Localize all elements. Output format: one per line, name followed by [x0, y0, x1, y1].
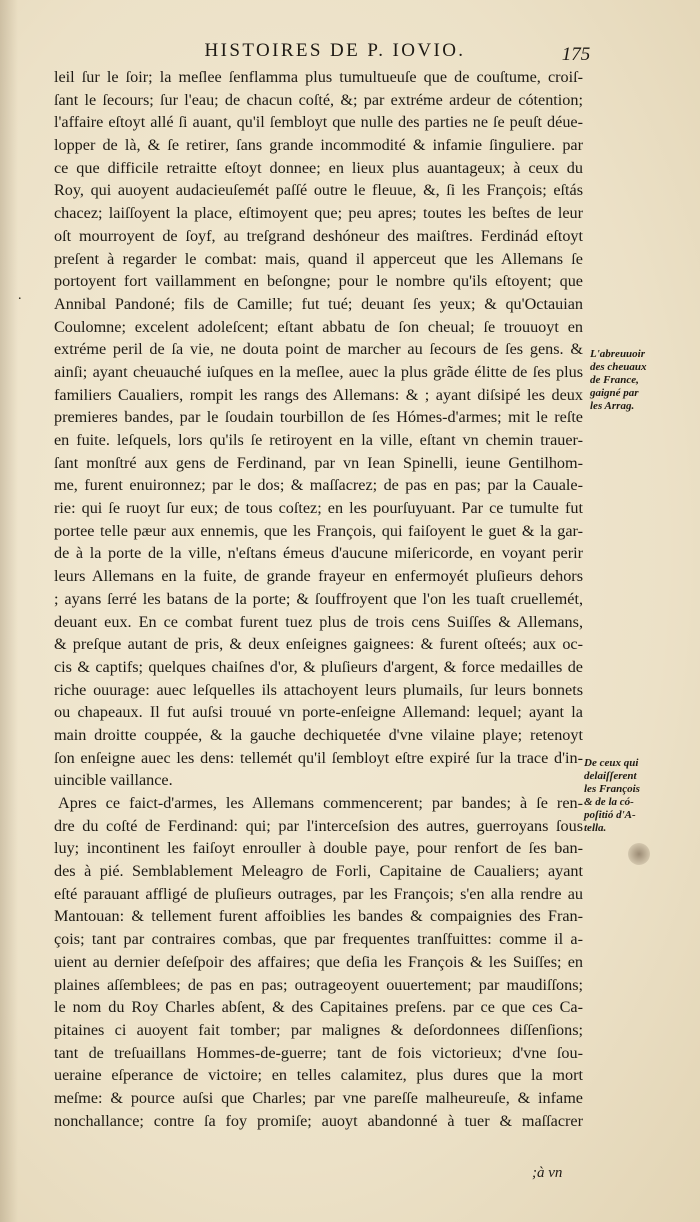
text-line: preſent à regarder le combat: mais, quand il apperceut que les Allemans ſe [54, 249, 583, 268]
text-line: Mantouan: & tellement furent affoiblies les bandes & compaignies des Fran- [54, 907, 583, 926]
text-line: en fuite. leſquels, lors qu'ils ſe retiroyent en la ville, eſtant vn chemin trauer- [54, 431, 583, 449]
text-line: rie: qui ſe ruoyt ſur eux; de tous coſtez; en les pourſuyuant. Par ce tumulte fut [54, 499, 583, 518]
text-line: chacez; laiſſoyent la place, eſtimoyent que; peu apres; toutes les beſtes de leur [54, 204, 583, 223]
text-line: nonchallance; contre ſa foy promiſe; auoyt abandonné à tuer & maſſacrer [54, 1111, 583, 1130]
text-line: eſté parauant affligé de pluſieurs outrages, par les François; s'en alla rendre au [54, 884, 583, 903]
text-line: premieres bandes, par le ſoudain tourbillon de ſes Hómes-d'armes; mit le reſte [54, 408, 583, 427]
running-head: HISTOIRES DE P. IOVIO. [204, 40, 466, 61]
text-line: riche ouurage: auec leſquelles ils attachoyent leurs plumails, ſur leurs bonnets [54, 680, 583, 699]
text-line: çois; tant par contraires combas, que par frequentes tranſfuittes: comme il a- [54, 930, 583, 949]
text-line: main droitte couppée, & la gauche dechiquetée d'vne vilaine playe; retenoyt [54, 725, 583, 744]
catchword: ;à vn [532, 1165, 563, 1181]
text-line: & preſque autant de pris, & deux enſeignes gaignees: & furent oſteés; aux oc- [54, 635, 583, 654]
text-line: cis & captifs; quelques chaiſnes d'or, & pluſieurs d'argent, & force medailles de [54, 657, 583, 676]
text-line: leil ſur le ſoir; la meſlee ſenflamma plus tumultueuſe que de couſtume, croiſ- [54, 68, 583, 86]
text-line: ou chapeaux. Il fut auſsi trouué vn porte-enſeigne Allemand: lequel; ayant la [54, 703, 583, 722]
text-line: ; ayans ſerré les batans de la porte; & ſouffroyent que l'on les tuaſt cruellemét, [54, 589, 583, 608]
text-line: oſt mourroyent de ſoyf, au treſgrand deshóneur des maiſtres. Ferdinád eſtoyt [54, 226, 583, 245]
text-line: le nom du Roy Charles abſent, & des Capitaines preſens. par ce que ces Ca- [54, 998, 583, 1017]
text-line: uient au dernier deſeſpoir des affaires; que deſia les François & les Suiſſes; en [54, 952, 583, 971]
text-line: ce que difficile retraitte eſtoyt donnee; en lieux plus auantageux; à ceux du [54, 158, 583, 177]
text-line: ueraine eſperance de victoire; en telles calamitez, plus dures que la mort [54, 1066, 583, 1085]
text-line: leurs Allemans en la fuite, de grande frayeur en enfermoyét pluſieurs dehors [54, 567, 583, 586]
text-line: tant de treſuaillans Hommes-de-guerre; tant de fois victorieux; d'vne ſou- [54, 1043, 583, 1062]
marginal-note-de-ceux: De ceux qui delaiſſerent les François & de la có- poſitió d'A- tella. [584, 757, 640, 834]
text-line: de à la porte de la ville, n'eſtans émeus d'aucune miſericorde, en voyant perir [54, 544, 583, 563]
marginal-note-abreuuoir: L'abreuuoir des cheuaux de France, gaigné par les Arrag. [590, 348, 647, 412]
text-line: ſant monſtré aux gens de Ferdinand, par vn Iean Spinelli, ieune Gentilhom- [54, 453, 583, 472]
text-line: l'affaire eſtoyt allé ſi auant, qu'il ſembloyt que nulle des parties ne ſe peuſt déue- [54, 113, 583, 132]
text-line: familiers Caualiers, rompit les rangs des Allemans: & ; ayant diſsipé les deux [54, 385, 583, 404]
text-line: pitaines ci auoyent fait tomber; par malignes & deſordonnees diſſenſions; [54, 1020, 583, 1039]
text-line: Annibal Pandoné; fils de Camille; fut tué; deuant ſes yeux; & qu'Octauian [54, 294, 583, 313]
text-line: Coulomne; excelent adoleſcent; eſtant abbatu de ſon cheual; ſe trouuoyt en [54, 317, 583, 336]
text-line: dre du coſté de Ferdinand: qui; par l'interceſsion des autres, guerroyans ſous [54, 816, 583, 835]
text-line: portoyent fort vaillamment en beſongne; pour le nombre qu'ils eſtoyent; que [54, 272, 583, 291]
text-line: lopper de là, & ſe retirer, ſans grande incommodité & infamie ſinguliere. par [54, 136, 583, 155]
ink-stain [628, 843, 650, 865]
text-line: des à pié. Semblablement Meleagro de Forli, Capitaine de Caualiers; ayant [54, 862, 583, 881]
text-line: Roy, qui auoyent audacieuſemét paſſé outre le fleuue, &, ſi les François; eſtás [54, 181, 583, 200]
text-line: meſme: & pource auſsi que Charles; par vne pareſſe malheureuſe, & infame [54, 1088, 583, 1107]
margin-dot-mark: . [18, 288, 22, 303]
text-line: plaines aſſemblees; de pas en pas; outrageoyent ouuertement; par maudiſſons; [54, 975, 583, 994]
text-line: extréme peril de ſa vie, ne douta point de marcher au ſecours de ſes gens. & [54, 340, 583, 359]
text-line: deuant eux. En ce combat furent tuez plus de trois cens Suiſſes & Allemans, [54, 612, 583, 631]
text-line: ainſi; ayant cheuauché iuſques en la meſlee, auec la plus grãde élitte de ſes plus [54, 362, 583, 381]
gutter-shadow [0, 0, 18, 1222]
text-line: portee telle pæur aux ennemis, que les François, qui faiſoyent le guet & la gar- [54, 521, 583, 540]
text-line: ſant le ſecours; ſur l'eau; de chacun coſté, &; par extréme ardeur de cótention; [54, 90, 583, 109]
text-line: me, furent enuironnez; par le dos; & maſſacrez; de pas en pas; par la Cauale- [54, 476, 583, 495]
text-line: ſon enſeigne auec les dens: tellemét qu'il ſembloyt eſtre expiré ſur la trace d'in- [54, 748, 583, 767]
text-line: luy; incontinent les faiſoyt enrouller à double paye, pour renfort de ſes ban- [54, 839, 583, 858]
paragraph-start-line: Apres ce faict-d'armes, les Allemans commencerent; par bandes; à ſe ren- [58, 794, 583, 812]
paragraph-end-line: uincible vaillance. [54, 771, 173, 790]
page-number: 175 [561, 44, 591, 65]
body-text [54, 66, 583, 1132]
